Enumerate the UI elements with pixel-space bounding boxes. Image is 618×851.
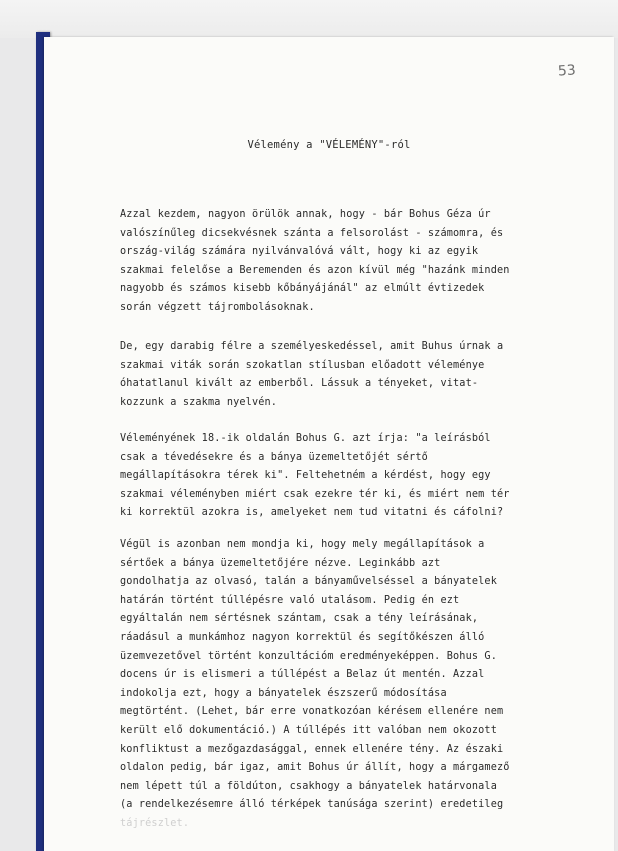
- text-line: Végül is azonban nem mondja ki, hogy mely megállapítások a: [120, 539, 485, 550]
- text-line: megállapításokra térek ki". Feltehetném a kérdést, hogy egy: [120, 470, 491, 482]
- text-line: Véleményének 18.-ik oldalán Bohus G. azt írja: "a leírásból: [120, 433, 491, 444]
- text-line: nagyobb és számos kisebb kőbányájánál" az elmúlt évtizedek: [120, 283, 485, 295]
- text-line: (a rendelkezésemre álló térképek tanúsága szerint) eredetileg: [120, 799, 504, 811]
- text-line: szakmai viták során szokatlan stílusban előadott véleménye: [120, 359, 485, 371]
- text-line: ország-világ számára nyilvánvalóvá vált, hogy ki az egyik: [120, 246, 479, 258]
- paragraph-2: [120, 338, 590, 412]
- paragraph-1: [120, 206, 590, 318]
- document-page: [44, 37, 614, 851]
- handwritten-page-number: 53: [557, 62, 577, 80]
- text-line: ráadásul a munkámhoz nagyon korrektül és segítőkészen álló: [120, 631, 485, 643]
- text-line: indokolja ezt, hogy a bányatelek észszerű módosítása: [120, 687, 447, 699]
- text-line: sértőek a bánya üzemeltetőjére nézve. Leginkább azt: [120, 557, 441, 569]
- text-line: gondolhatja az olvasó, talán a bányaművelséssel a bányatelek: [120, 576, 498, 588]
- document-title: Vélemény a "VÉLEMÉNY"-ról: [247, 139, 411, 151]
- text-line: konfliktust a mezőgazdasággal, ennek ellenére tény. Az északi: [120, 743, 504, 755]
- text-line: nem lépett túl a földúton, csakhogy a bányatelek határvonala: [120, 780, 498, 792]
- text-line: került elő dokumentáció.) A túllépés itt valóban nem okozott: [120, 724, 498, 736]
- text-line: ki korrektül azokra is, amelyeket nem tud vitatni és cáfolni?: [120, 507, 504, 519]
- text-line: docens úr is elismeri a túllépést a Belaz út mentén. Azzal: [120, 669, 485, 681]
- text-line: Azzal kezdem, nagyon örülök annak, hogy - bár Bohus Géza úr: [120, 209, 491, 220]
- scan-background: [0, 0, 618, 38]
- text-line: szakmai véleményben miért csak ezekre tér ki, és miért nem tér: [120, 488, 510, 500]
- text-line: szakmai felelőse a Beremenden és azon kívül még "hazánk minden: [120, 264, 510, 276]
- text-line: valószínűleg dicsekvésnek szánta a felsorolást - számomra, és: [120, 227, 504, 239]
- bleed-through-text-line: tájrészlet.: [120, 817, 190, 829]
- text-line: üzemvezetővel történt konzultációm eredményeképpen. Bohus G.: [120, 650, 498, 662]
- text-line: óhatatlanul kivált az emberből. Lássuk a tényeket, vitat-: [120, 378, 479, 390]
- paragraph-4: [120, 536, 590, 834]
- text-line: határán történt túllépésre való utalásom. Pedig én ezt: [120, 594, 460, 606]
- text-line: De, egy darabig félre a személyeskedéssel, amit Buhus úrnak a: [120, 341, 504, 352]
- text-line: csak a tévedésekre és a bánya üzemeltetőjét sértő: [120, 451, 428, 463]
- text-line: oldalon pedig, bár igaz, amit Bohus úr állít, hogy a márgamező: [120, 762, 510, 774]
- text-line: egyáltalán nem sértésnek szántam, csak a tény leírásának,: [120, 613, 479, 625]
- paragraph-3: [120, 430, 590, 523]
- text-line: kozzunk a szakma nyelvén.: [120, 396, 278, 408]
- text-line: során végzett tájrombolásoknak.: [120, 301, 315, 313]
- text-line: megtörtént. (Lehet, bár erre vonatkozóan kérésem ellenére nem: [120, 706, 504, 718]
